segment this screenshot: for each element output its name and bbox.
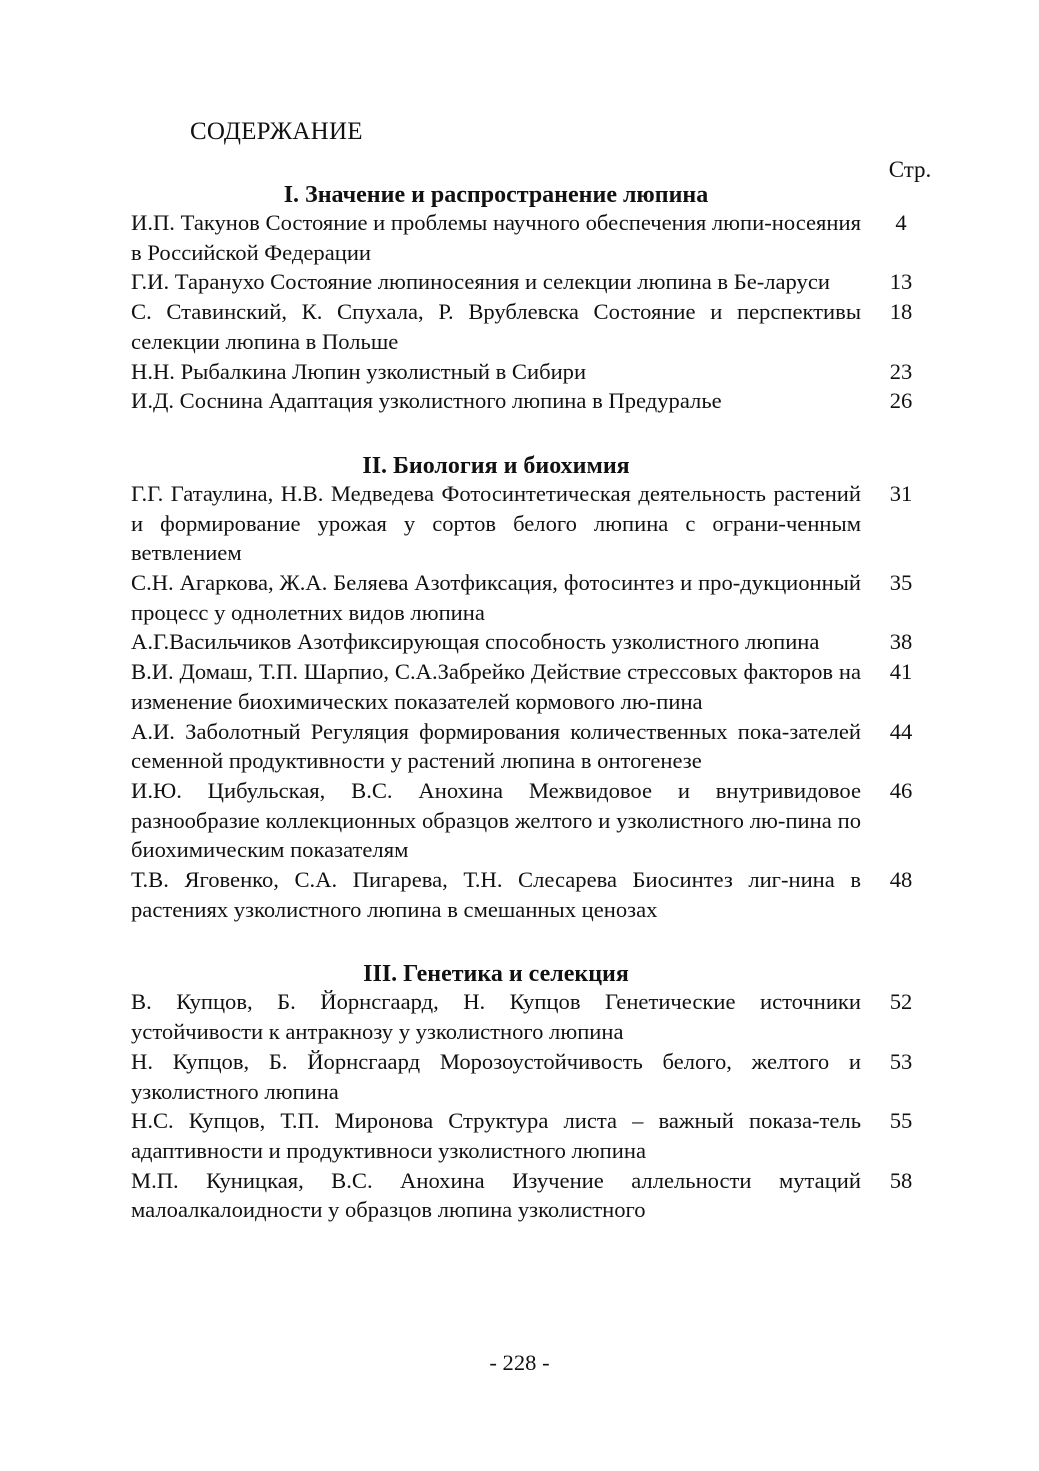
table-of-contents: [131, 178, 941, 1225]
entry-title: С. Ставинский, К. Спухала, Р. Врублевска Состояние и перспективы селекции люпина в Польше: [131, 299, 861, 354]
entry-page-number: 41: [889, 659, 913, 685]
toc-entry: [131, 657, 941, 716]
toc-entry: [131, 479, 941, 568]
entry-title: Н.Н. Рыбалкина Люпин узколистный в Сибири: [131, 358, 587, 384]
toc-entry: [131, 386, 941, 416]
entry-page-number: 46: [889, 777, 913, 803]
entry-title: И.П. Такунов Состояние и проблемы научного обеспечения люпи-носеяния в Российской Федерации: [131, 210, 862, 265]
entry-page-number: 55: [889, 1108, 913, 1134]
toc-entry: [131, 627, 941, 657]
entry-title: Т.В. Яговенко, С.А. Пигарева, Т.Н. Слесарева Биосинтез лиг-нина в растениях узколистного люпина в смешанных ценозах: [131, 867, 861, 922]
toc-section: [131, 957, 941, 1225]
page-column-header: Стр.: [888, 157, 932, 182]
entry-title: В.И. Домаш, Т.П. Шарпио, С.А.Забрейко Действие стрессовых факторов на изменение биохимических показателей кормового лю-пина: [131, 659, 861, 714]
toc-entry: [131, 1047, 941, 1106]
entry-page-number: 52: [889, 989, 913, 1015]
toc-entry: [131, 1106, 941, 1165]
section-heading: II. Биология и биохимия: [362, 452, 630, 479]
entry-title: Н. Купцов, Б. Йорнсгаард Морозоустойчивость белого, желтого и узколистного люпина: [131, 1048, 861, 1104]
toc-section: [131, 449, 941, 925]
toc-entry: [131, 776, 941, 865]
entry-title: И.Ю. Цибульская, В.С. Анохина Межвидовое и внутривидовое разнообразие коллекционных образцов желтого и узколистного лю-пина по биохимическим показателям: [131, 777, 861, 863]
page-title: СОДЕРЖАНИЕ: [190, 118, 363, 145]
entry-page-number: 44: [889, 718, 913, 744]
entry-page-number: 4: [895, 210, 907, 235]
toc-entry: [131, 568, 941, 627]
entry-page-number: 58: [889, 1167, 913, 1193]
entry-title: А.Г.Васильчиков Азотфиксирующая способность узколистного люпина: [131, 629, 820, 655]
entry-page-number: 31: [889, 480, 913, 506]
entry-page-number: 48: [889, 867, 913, 893]
entry-title: Г.Г. Гатаулина, Н.В. Медведева Фотосинтетическая деятельность растений и формирование урожая у сортов белого люпина с ограни-ченным ветвлением: [131, 480, 861, 566]
entry-title: С.Н. Агаркова, Ж.А. Беляева Азотфиксация, фотосинтез и про-дукционный процесс у однолетних видов люпина: [131, 570, 861, 625]
entry-title: Г.И. Таранухо Состояние люпиносеяния и селекции люпина в Бе-ларуси: [131, 269, 830, 295]
toc-entry: [131, 267, 941, 297]
toc-entry: [131, 1166, 941, 1225]
toc-entry: [131, 208, 941, 267]
toc-entry: [131, 717, 941, 776]
toc-entry: [131, 987, 941, 1046]
entry-title: В. Купцов, Б. Йорнсгаард, Н. Купцов Генетические источники устойчивости к антракнозу у узколистного люпина: [131, 989, 861, 1045]
toc-entry: [131, 297, 941, 356]
entry-page-number: 26: [889, 388, 913, 414]
entry-title: М.П. Куницкая, В.С. Анохина Изучение аллельности мутаций малоалкалоидности у образцов люпина узколистного: [131, 1167, 861, 1223]
footer-page-number: - 228 -: [489, 1350, 550, 1375]
entry-page-number: 53: [889, 1048, 913, 1074]
toc-section: [131, 178, 941, 416]
toc-entry: [131, 865, 941, 924]
entry-title: И.Д. Соснина Адаптация узколистного люпина в Предуралье: [131, 388, 722, 414]
entry-page-number: 23: [889, 358, 913, 384]
entry-page-number: 13: [889, 269, 913, 295]
toc-entry: [131, 357, 941, 387]
entry-page-number: 18: [889, 299, 913, 325]
entry-title: А.И. Заболотный Регуляция формирования количественных пока-зателей семенной продуктивности у растений люпина в онтогенезе: [131, 718, 861, 774]
section-heading: I. Значение и распространение люпина: [283, 182, 709, 208]
entry-title: Н.С. Купцов, Т.П. Миронова Структура листа – важный показа-тель адаптивности и продуктивноси узколистного люпина: [131, 1108, 861, 1163]
entry-page-number: 35: [889, 570, 913, 596]
entry-page-number: 38: [889, 629, 913, 655]
section-heading: III. Генетика и селекция: [363, 961, 629, 988]
